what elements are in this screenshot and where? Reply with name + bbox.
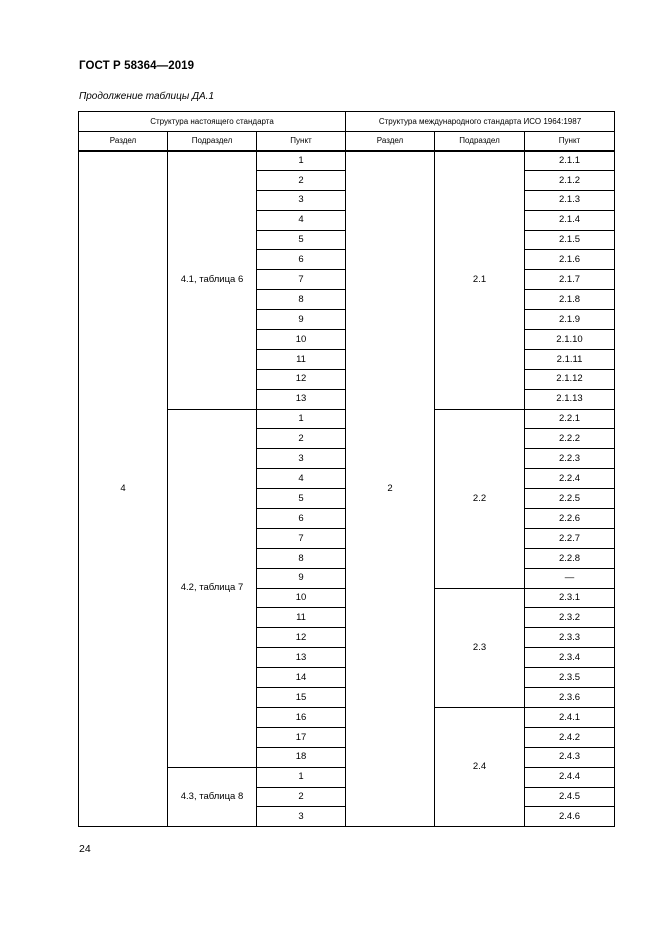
left-point-cell: 2	[257, 429, 346, 449]
column-header: Пункт	[525, 132, 615, 151]
left-point-cell: 13	[257, 648, 346, 668]
group-header-current: Структура настоящего стандарта	[79, 112, 346, 132]
left-point-cell: 3	[257, 190, 346, 210]
right-point-cell: 2.4.4	[525, 767, 615, 787]
left-point-cell: 16	[257, 707, 346, 727]
table-row	[79, 151, 615, 171]
right-point-cell: 2.2.6	[525, 509, 615, 529]
left-point-cell: 3	[257, 449, 346, 469]
left-point-cell: 11	[257, 608, 346, 628]
right-point-cell: 2.3.3	[525, 628, 615, 648]
left-point-cell: 4	[257, 210, 346, 230]
right-point-cell: 2.4.3	[525, 747, 615, 767]
left-point-cell: 18	[257, 747, 346, 767]
left-point-cell: 5	[257, 230, 346, 250]
left-point-cell: 2	[257, 170, 346, 190]
right-point-cell: 2.2.2	[525, 429, 615, 449]
right-point-cell: 2.3.4	[525, 648, 615, 668]
right-subsection-cell: 2.2	[435, 409, 525, 588]
left-point-cell: 3	[257, 807, 346, 827]
left-subsection-cell: 4.3, таблица 8	[168, 767, 257, 827]
right-point-cell: 2.1.13	[525, 389, 615, 409]
left-section-cell: 4	[79, 151, 168, 827]
right-point-cell: 2.3.5	[525, 668, 615, 688]
left-point-cell: 8	[257, 548, 346, 568]
right-point-cell: 2.3.1	[525, 588, 615, 608]
right-point-cell: 2.2.3	[525, 449, 615, 469]
right-point-cell: 2.2.1	[525, 409, 615, 429]
left-point-cell: 7	[257, 528, 346, 548]
right-point-cell: 2.1.8	[525, 290, 615, 310]
left-point-cell: 9	[257, 568, 346, 588]
right-point-cell: 2.2.4	[525, 469, 615, 489]
left-point-cell: 11	[257, 349, 346, 369]
left-point-cell: 5	[257, 489, 346, 509]
right-point-cell: 2.1.12	[525, 369, 615, 389]
left-point-cell: 6	[257, 250, 346, 270]
right-point-cell: 2.2.8	[525, 548, 615, 568]
right-point-cell: 2.4.5	[525, 787, 615, 807]
page-number: 24	[79, 843, 91, 855]
right-subsection-cell: 2.1	[435, 151, 525, 410]
left-point-cell: 6	[257, 509, 346, 529]
left-point-cell: 7	[257, 270, 346, 290]
left-subsection-cell: 4.1, таблица 6	[168, 151, 257, 410]
right-point-cell: 2.1.4	[525, 210, 615, 230]
right-point-cell: 2.1.7	[525, 270, 615, 290]
left-point-cell: 15	[257, 688, 346, 708]
left-point-cell: 10	[257, 330, 346, 350]
right-subsection-cell: 2.3	[435, 588, 525, 707]
left-point-cell: 2	[257, 787, 346, 807]
right-point-cell: 2.1.6	[525, 250, 615, 270]
column-header: Раздел	[346, 132, 435, 151]
right-point-cell: —	[525, 568, 615, 588]
column-header: Пункт	[257, 132, 346, 151]
right-point-cell: 2.3.6	[525, 688, 615, 708]
table-caption: Продолжение таблицы ДА.1	[79, 91, 215, 102]
left-point-cell: 1	[257, 767, 346, 787]
right-point-cell: 2.1.9	[525, 310, 615, 330]
document-header: ГОСТ Р 58364—2019	[79, 60, 195, 72]
right-point-cell: 2.2.7	[525, 528, 615, 548]
left-point-cell: 4	[257, 469, 346, 489]
left-point-cell: 8	[257, 290, 346, 310]
left-point-cell: 12	[257, 369, 346, 389]
column-header: Раздел	[79, 132, 168, 151]
right-point-cell: 2.1.10	[525, 330, 615, 350]
right-point-cell: 2.1.2	[525, 170, 615, 190]
right-point-cell: 2.4.2	[525, 727, 615, 747]
left-subsection-cell: 4.2, таблица 7	[168, 409, 257, 767]
left-point-cell: 9	[257, 310, 346, 330]
right-point-cell: 2.1.3	[525, 190, 615, 210]
right-point-cell: 2.4.6	[525, 807, 615, 827]
left-point-cell: 1	[257, 151, 346, 171]
left-point-cell: 14	[257, 668, 346, 688]
column-header: Подраздел	[435, 132, 525, 151]
table-body	[79, 151, 615, 827]
right-section-cell: 2	[346, 151, 435, 827]
right-point-cell: 2.1.5	[525, 230, 615, 250]
right-point-cell: 2.2.5	[525, 489, 615, 509]
right-point-cell: 2.4.1	[525, 707, 615, 727]
column-header: Подраздел	[168, 132, 257, 151]
group-header-international: Структура международного стандарта ИСО 1964:1987	[346, 112, 615, 132]
right-point-cell: 2.3.2	[525, 608, 615, 628]
right-point-cell: 2.1.11	[525, 349, 615, 369]
left-point-cell: 1	[257, 409, 346, 429]
left-point-cell: 10	[257, 588, 346, 608]
right-subsection-cell: 2.4	[435, 707, 525, 826]
correspondence-table	[78, 111, 615, 827]
left-point-cell: 12	[257, 628, 346, 648]
left-point-cell: 13	[257, 389, 346, 409]
right-point-cell: 2.1.1	[525, 151, 615, 171]
left-point-cell: 17	[257, 727, 346, 747]
